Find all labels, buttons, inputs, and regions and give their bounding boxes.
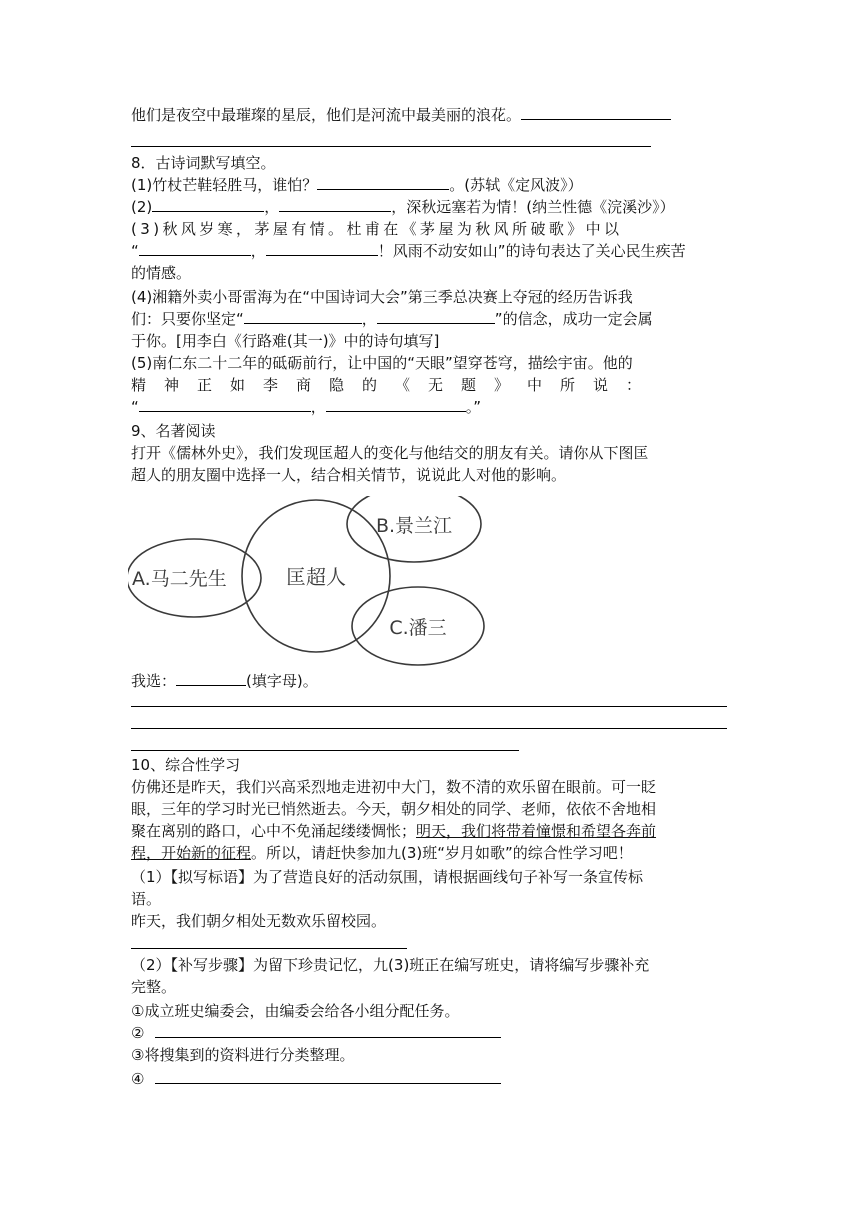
friend-circle-diagram [128,496,498,668]
q8-item-4-line2: 们：只要你坚定“ ， ”的信念，成功一定会属 [131,310,653,328]
q9-paragraph-line1: 打开《儒林外史》，我们发现匡超人的变化与他结交的朋友有关。请你从下图匡 [131,444,649,462]
intro-line: 他们是夜空中最璀璨的星辰，他们是河流中最美丽的浪花。 [131,104,671,126]
center-label: 匡超人 [286,565,346,589]
letter-blank[interactable] [176,671,246,686]
q8-item-5-line2: 精神正如李商隐的《无题》中所说： [131,376,660,394]
q8-item-1: (1)竹杖芒鞋轻胜马，谁怕？ 。(苏轼《定风波》） [131,176,583,194]
answer-blank[interactable] [139,241,251,256]
answer-blank[interactable] [317,175,449,190]
answer-line[interactable] [131,146,651,147]
q10-paragraph-line3: 聚在离别的路口，心中不免涌起缕缕惆怅；明天，我们将带着憧憬和希望各奔前 [131,822,657,840]
q10-sub2-line1: （2）【补写步骤】为留下珍贵记忆，九(3)班正在编写班史，请将编写步骤补充 [131,956,650,974]
step-4: ④ [131,1068,501,1090]
answer-blank[interactable] [377,309,495,324]
q9-choose-line: 我选： (填字母)。 [131,672,318,690]
answer-blank[interactable] [521,105,671,120]
answer-line[interactable] [131,728,727,729]
q8-item-5-line1: (5)南仁东二十二年的砥砺前行，让中国的“天眼”望穿苍穹，描绘宇宙。他的 [131,354,633,372]
q8-item-2: (2) ， ，深秋远塞若为情！(纳兰性德《浣溪沙》） [131,198,675,216]
step-2: ② [131,1022,501,1044]
q10-paragraph-line4: 程，开始新的征程。所以，请赶快参加九(3)班“岁月如歌”的综合性学习吧！ [131,844,633,862]
q8-item-3-line3: 的情感。 [131,264,192,282]
q10-title: 10、综合性学习 [131,756,241,774]
step-2-answer-line[interactable] [155,1023,501,1038]
answer-blank[interactable] [139,397,311,412]
q9-paragraph-line2: 超人的朋友圈中选择一人，结合相关情节，说说此人对他的影响。 [131,466,567,484]
underlined-sentence: 程，开始新的征程 [131,844,252,862]
q8-item-5-line3: “ ， 。” [131,398,482,416]
step-3: ③将搜集到的资料进行分类整理。 [131,1046,355,1064]
q10-sub1-line1: （1）【拟写标语】为了营造良好的活动氛围，请根据画线句子补写一条宣传标 [131,868,644,886]
q10-sub2-line2: 完整。 [131,978,177,996]
answer-blank[interactable] [326,397,466,412]
step-1: ①成立班史编委会，由编委会给各小组分配任务。 [131,1002,460,1020]
q8-item-4-line3: 于你。[用李白《行路难(其一)》中的诗句填写] [131,332,440,350]
q8-item-4-line1: (4)湘籍外卖小哥雷海为在“中国诗词大会”第三季总决赛上夺冠的经历告诉我 [131,288,633,306]
circle-a-label: A.马二先生 [132,568,227,590]
q8-item-3-line1: (3)秋风岁寒，茅屋有情。杜甫在《茅屋为秋风所破歌》中以 [131,220,623,238]
answer-line[interactable] [131,750,519,751]
underlined-sentence: 明天，我们将带着憧憬和希望各奔前 [416,822,657,840]
answer-blank[interactable] [244,309,362,324]
circle-c-label: C.潘三 [389,617,447,639]
q8-item-3-line2: “ ， ！风雨不动安如山”的诗句表达了关心民生疾苦 [131,242,686,260]
answer-line[interactable] [131,706,727,707]
q10-sub1-example: 昨天，我们朝夕相处无数欢乐留校园。 [131,912,387,930]
q8-title: 8．古诗词默写填空。 [131,154,276,172]
answer-blank[interactable] [266,241,378,256]
q10-paragraph-line2: 眼，三年的学习时光已悄然逝去。今天，朝夕相处的同学、老师，依依不舍地相 [131,800,657,818]
answer-blank[interactable] [279,197,391,212]
q10-paragraph-line1: 仿佛还是昨天，我们兴高采烈地走进初中大门，数不清的欢乐留在眼前。可一眨 [131,778,657,796]
step-4-answer-line[interactable] [155,1069,501,1084]
q10-sub1-line2: 语。 [131,890,162,908]
answer-blank[interactable] [152,197,264,212]
q9-title: 9、名著阅读 [131,422,216,440]
slogan-answer-line[interactable] [131,948,407,949]
circle-b-label: B.景兰江 [375,515,453,537]
